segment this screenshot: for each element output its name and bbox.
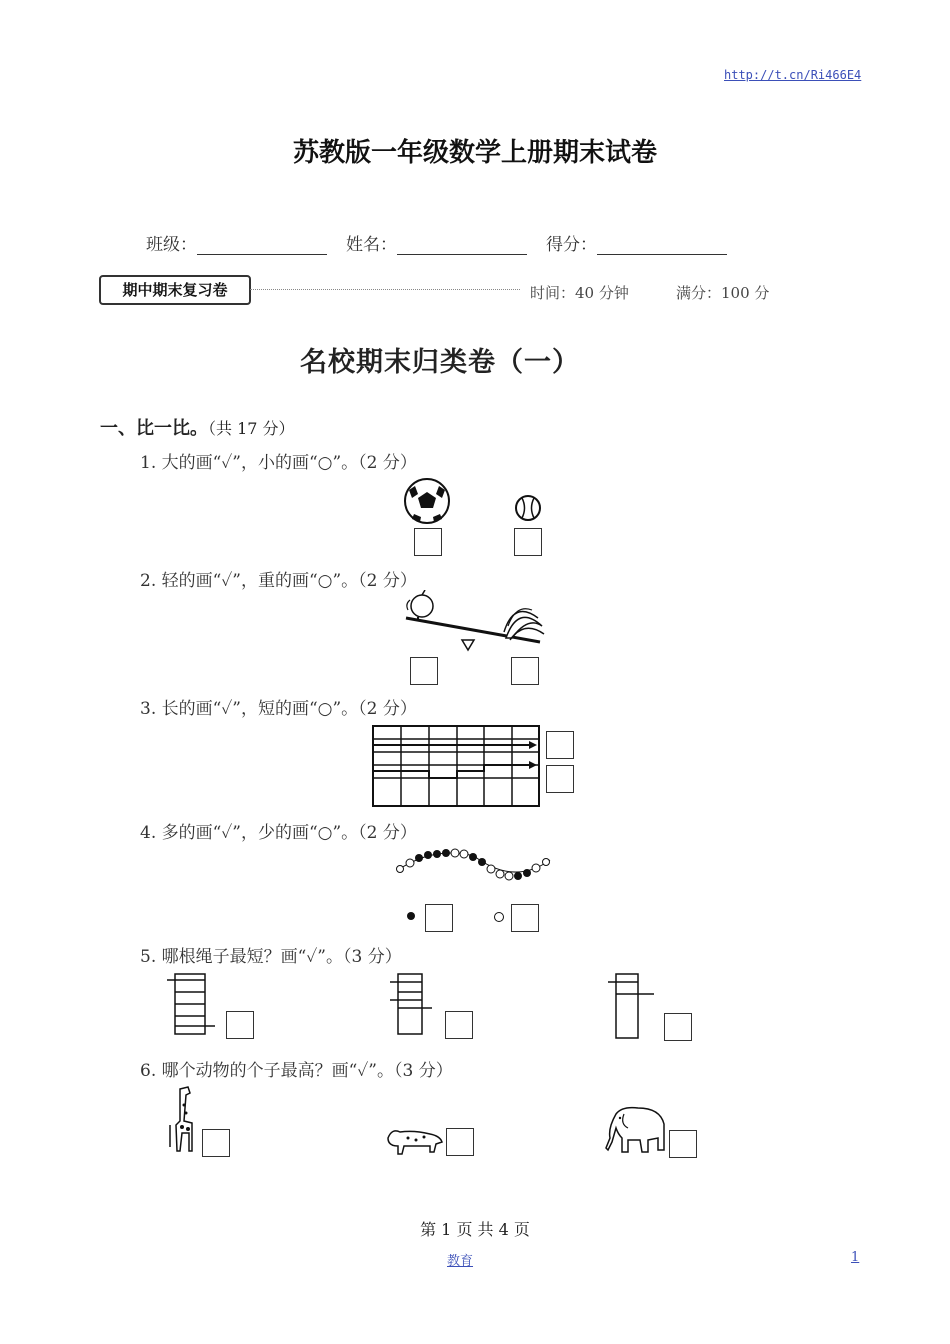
apple-icon xyxy=(407,590,433,617)
leopard-icon xyxy=(384,1122,446,1158)
ball-images xyxy=(400,476,550,526)
score-label: 得分： xyxy=(546,235,597,255)
answer-box-5c[interactable] xyxy=(664,1013,692,1041)
rope-bundle-2 xyxy=(384,968,444,1040)
black-bead-icon xyxy=(407,912,415,920)
question-4: 4. 多的画“✓”，少的画“○”。（2 分） xyxy=(140,823,417,843)
answer-box-2a[interactable] xyxy=(410,657,438,685)
giraffe-icon xyxy=(162,1085,202,1157)
review-tag: 期中期末复习卷 xyxy=(99,275,251,305)
question-1: 1. 大的画“✓”，小的画“○”。（2 分） xyxy=(140,453,417,473)
answer-box-3a[interactable] xyxy=(546,731,574,759)
class-blank[interactable] xyxy=(197,236,327,255)
white-bead-icon xyxy=(494,912,504,922)
answer-box-6a[interactable] xyxy=(202,1129,230,1157)
question-5: 5. 哪根绳子最短？画“✓”。（3 分） xyxy=(140,947,402,967)
question-6: 6. 哪个动物的个子最高？画“✓”。（3 分） xyxy=(140,1061,453,1081)
time-text: 时间：40 分钟 xyxy=(530,284,629,302)
paper-title: 名校期末归类卷（一） xyxy=(300,347,580,378)
answer-box-4a[interactable] xyxy=(425,904,453,932)
question-2: 2. 轻的画“✓”，重的画“○”。（2 分） xyxy=(140,571,417,591)
score-field xyxy=(546,230,727,255)
footer-page-number[interactable]: 1 xyxy=(851,1250,860,1265)
full-score-text: 满分：100 分 xyxy=(676,284,770,302)
answer-box-5b[interactable] xyxy=(445,1011,473,1039)
bananas-icon xyxy=(504,609,544,640)
footer-link[interactable]: 教育 xyxy=(447,1254,474,1269)
document-title: 苏教版一年级数学上册期末试卷 xyxy=(292,138,657,168)
answer-box-5a[interactable] xyxy=(226,1011,254,1039)
header-url-link[interactable]: http://t.cn/Ri466E4 xyxy=(724,68,862,82)
baseball-icon xyxy=(516,496,540,520)
answer-box-3b[interactable] xyxy=(546,765,574,793)
section-points: （共 17 分） xyxy=(208,419,295,438)
elephant-icon xyxy=(602,1102,668,1158)
question-3: 3. 长的画“✓”，短的画“○”。（2 分） xyxy=(140,699,417,719)
answer-box-1a[interactable] xyxy=(414,528,442,556)
answer-box-6b[interactable] xyxy=(446,1128,474,1156)
seesaw-image xyxy=(400,590,560,658)
bead-string-image xyxy=(394,846,554,886)
answer-box-6c[interactable] xyxy=(669,1130,697,1158)
class-field xyxy=(146,230,327,255)
page-counter: 第 1 页 共 4 页 xyxy=(420,1220,530,1239)
answer-box-4b[interactable] xyxy=(511,904,539,932)
answer-box-2b[interactable] xyxy=(511,657,539,685)
section-heading xyxy=(100,414,295,440)
grid-bars-image xyxy=(372,725,542,809)
section-name: 比一比。 xyxy=(136,418,208,439)
class-label: 班级： xyxy=(146,235,197,255)
dotted-leader xyxy=(250,289,520,290)
section-number: 一、 xyxy=(100,418,136,439)
name-label: 姓名： xyxy=(346,235,397,255)
rope-bundle-1 xyxy=(165,968,225,1040)
score-blank[interactable] xyxy=(597,236,727,255)
rope-bundle-3 xyxy=(602,968,662,1044)
name-blank[interactable] xyxy=(397,236,527,255)
name-field xyxy=(346,230,527,255)
answer-box-1b[interactable] xyxy=(514,528,542,556)
soccer-ball-icon xyxy=(405,479,449,523)
